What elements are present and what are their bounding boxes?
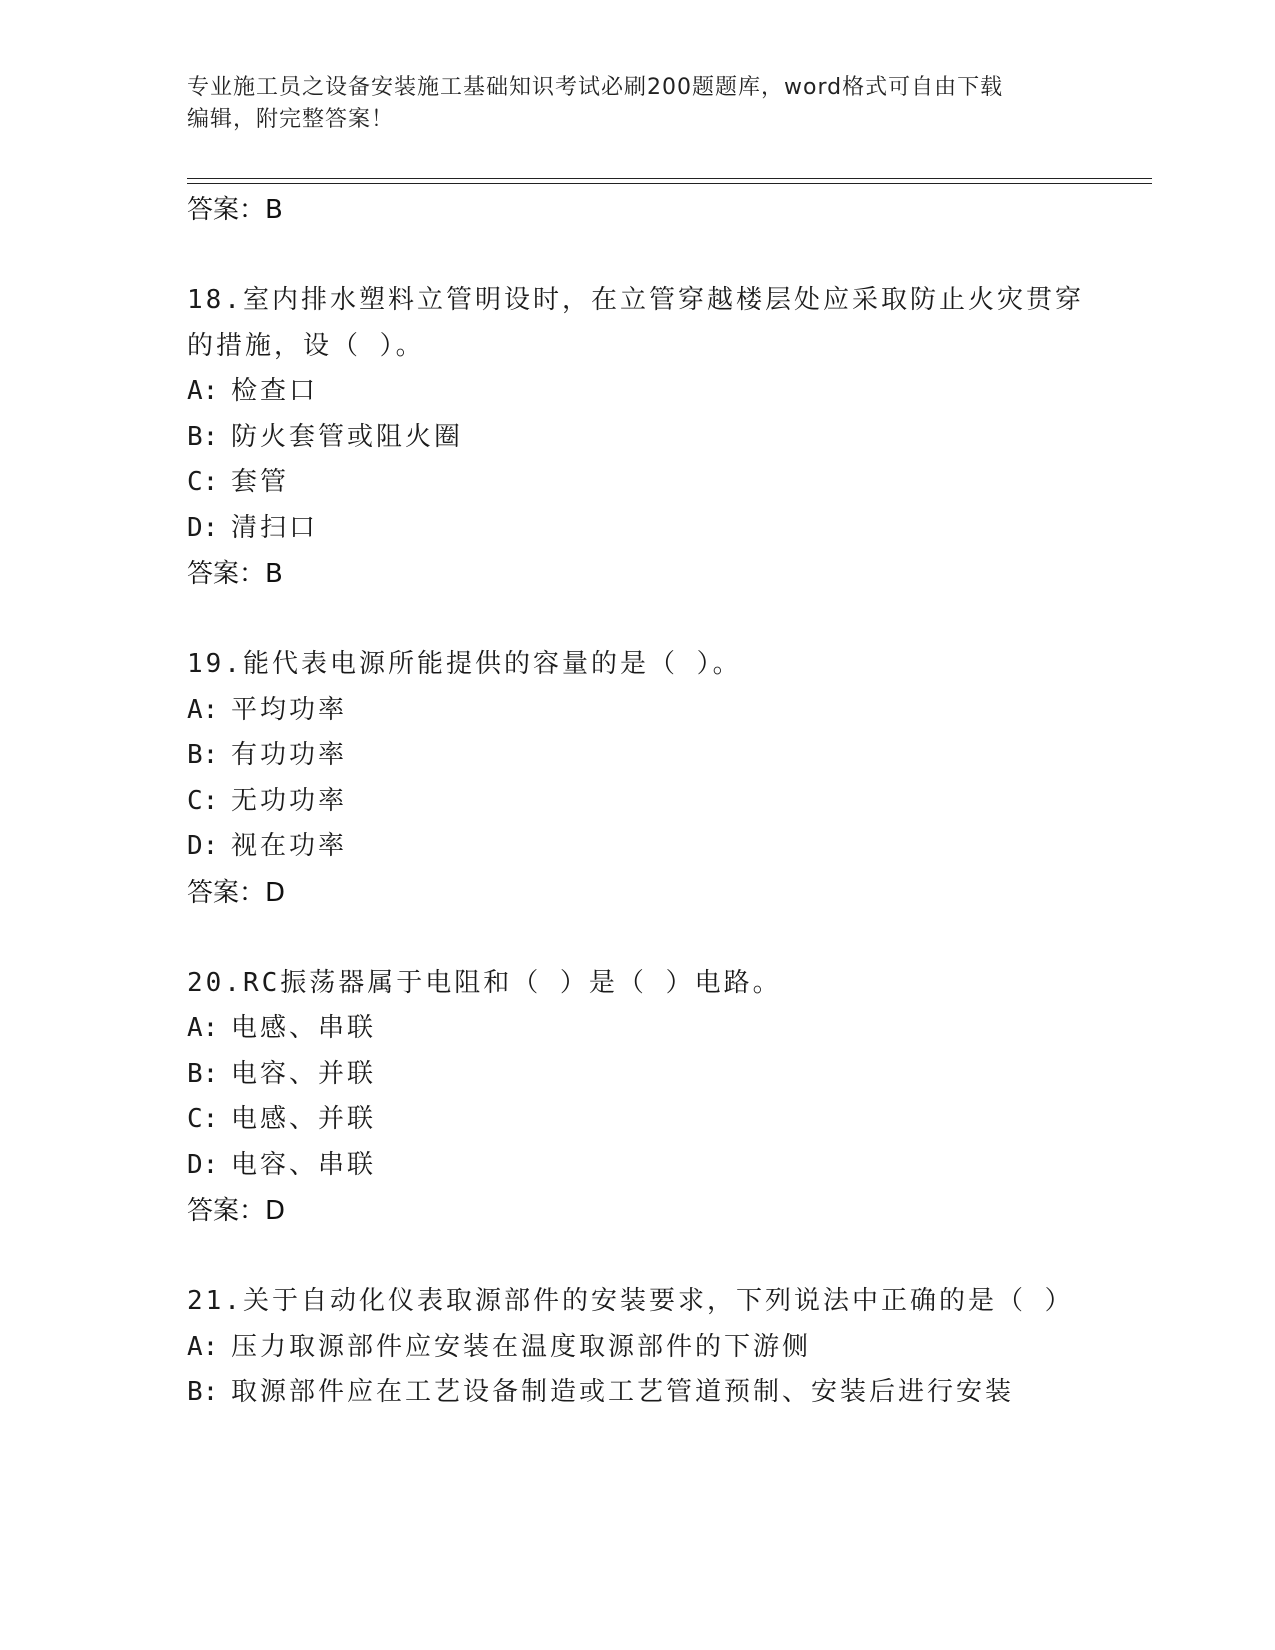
question-21 — [187, 1279, 1147, 1416]
option-a — [187, 688, 1147, 734]
option-d — [187, 506, 1147, 552]
option-letter: B: — [187, 421, 219, 452]
option-letter: A: — [187, 376, 219, 406]
question-19 — [187, 642, 1147, 916]
answer: 答案：D — [187, 1196, 286, 1226]
option-letter: A: — [187, 694, 219, 725]
option-b — [187, 733, 1147, 779]
option-letter: C: — [187, 785, 219, 816]
header-rule-bottom — [187, 183, 1152, 184]
option-text: 压力取源部件应安装在温度取源部件的下游侧 — [231, 1331, 812, 1362]
option-letter: D: — [187, 512, 219, 543]
option-text: 平均功率 — [231, 694, 348, 725]
answer: 答案：D — [187, 877, 286, 908]
question-stem-line: 的措施，设（ ）。 — [187, 330, 425, 361]
question-stem-line: 19.能代表电源所能提供的容量的是（ ）。 — [187, 649, 742, 679]
option-letter: C: — [187, 1104, 219, 1134]
option-text: 电容、串联 — [231, 1149, 377, 1180]
option-c — [187, 779, 1147, 825]
option-text: 防火套管或阻火圈 — [231, 421, 464, 452]
option-d — [187, 824, 1147, 870]
question-stem-line: 18.室内排水塑料立管明设时，在立管穿越楼层处应采取防止火灾贯穿 — [187, 285, 1084, 315]
option-a — [187, 1325, 1147, 1371]
answer: 答案：B — [187, 559, 283, 589]
option-text: 检查口 — [231, 376, 319, 406]
option-b — [187, 1370, 1147, 1416]
option-letter: A: — [187, 1013, 219, 1043]
option-text: 清扫口 — [231, 512, 319, 543]
option-letter: A: — [187, 1331, 219, 1362]
header-line-1: 专业施工员之设备安装施工基础知识考试必刷200题题库，word格式可自由下载 — [187, 75, 1004, 100]
option-letter: D: — [187, 1149, 219, 1180]
option-letter: C: — [187, 467, 219, 497]
option-text: 电容、并联 — [231, 1058, 377, 1089]
option-b — [187, 1052, 1147, 1098]
option-letter: B: — [187, 1058, 219, 1089]
option-text: 电感、并联 — [231, 1104, 377, 1134]
question-stem-line: 21.关于自动化仪表取源部件的安装要求，下列说法中正确的是（ ） — [187, 1286, 1074, 1316]
option-a — [187, 369, 1147, 415]
option-letter: B: — [187, 1377, 219, 1407]
option-letter: D: — [187, 831, 219, 861]
option-text: 有功功率 — [231, 740, 348, 770]
option-text: 视在功率 — [231, 831, 348, 861]
option-text: 套管 — [231, 467, 290, 497]
option-text: 电感、串联 — [231, 1013, 377, 1043]
page-header — [187, 72, 1067, 136]
previous-answer: 答案：B — [187, 195, 283, 225]
option-b — [187, 415, 1147, 461]
option-text: 无功功率 — [231, 785, 348, 816]
question-stem-line: 20.RC振荡器属于电阻和（ ）是（ ）电路。 — [187, 967, 782, 998]
option-a — [187, 1006, 1147, 1052]
option-c — [187, 460, 1147, 506]
question-20 — [187, 961, 1147, 1235]
option-d — [187, 1143, 1147, 1189]
option-letter: B: — [187, 740, 219, 770]
header-rule-top — [187, 178, 1152, 179]
question-18 — [187, 278, 1147, 597]
option-text: 取源部件应在工艺设备制造或工艺管道预制、安装后进行安装 — [231, 1377, 1015, 1407]
header-line-2: 编辑，附完整答案！ — [187, 107, 395, 132]
option-c — [187, 1097, 1147, 1143]
question-list — [187, 187, 1147, 1416]
